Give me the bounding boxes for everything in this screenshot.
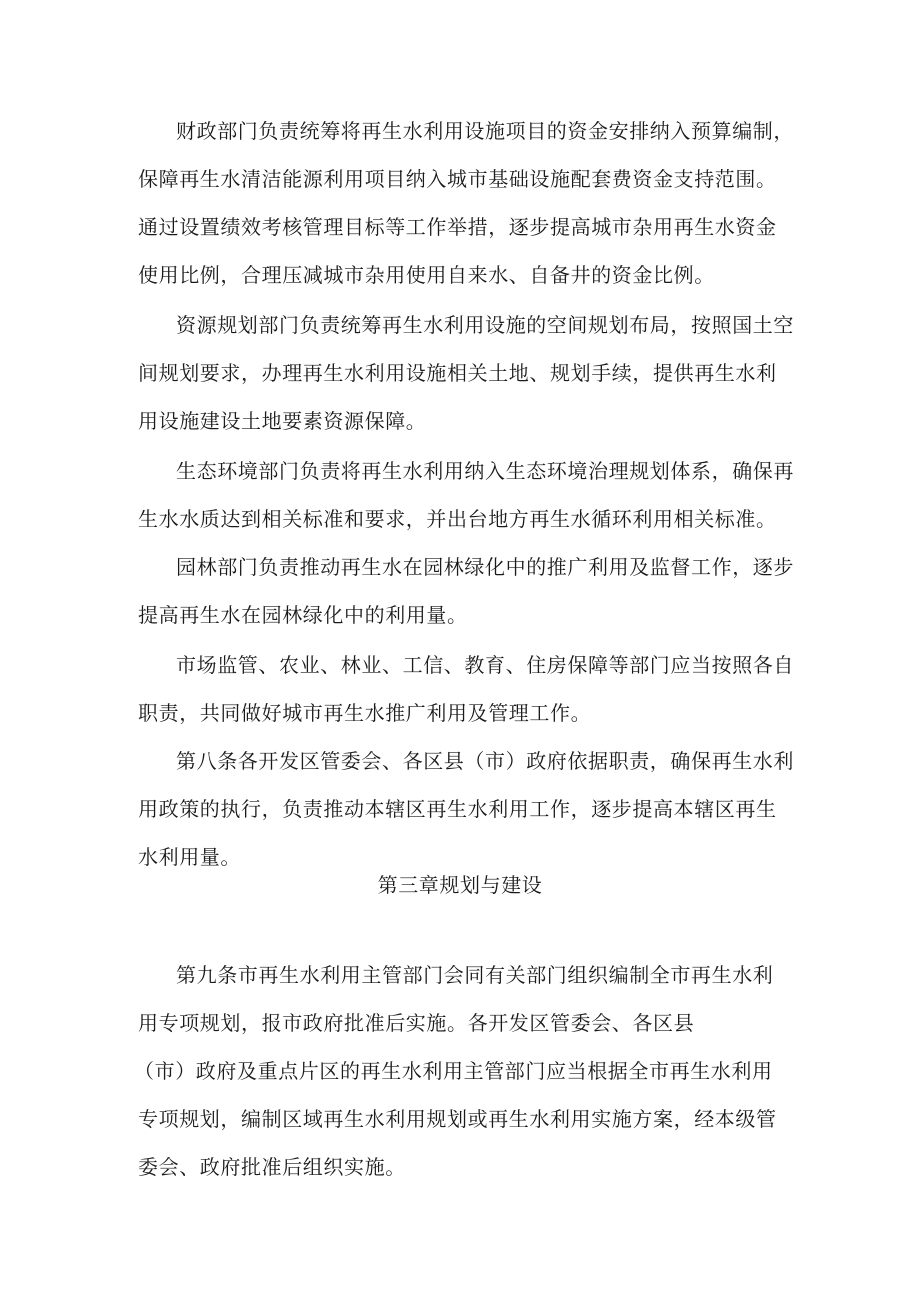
article-9-line-1: 第九条市再生水利用主管部门会同有关部门组织编制全市再生水利 [176,963,774,987]
paragraph-3-line-1: 生态环境部门负责将再生水利用纳入生态环境治理规划体系，确保再 [176,459,794,483]
paragraph-4-line-1: 园林部门负责推动再生水在园林绿化中的推广利用及监督工作，逐步 [176,555,794,579]
article-9-line-3: （市）政府及重点片区的再生水利用主管部门应当根据全市再生水利用 [134,1059,773,1083]
paragraph-2-line-1: 资源规划部门负责统筹再生水利用设施的空间规划布局，按照国土空 [176,313,794,337]
paragraph-4-line-2: 提高再生水在园林绿化中的利用量。 [138,603,468,627]
paragraph-1-line-4: 使用比例，合理压减城市杂用使用自来水、自备井的资金比例。 [138,263,715,287]
paragraph-1-line-2: 保障再生水清洁能源利用项目纳入城市基础设施配套费资金支持范围。 [138,167,777,191]
chapter-heading: 第三章规划与建设 [377,873,543,897]
article-8-line-1: 第八条各开发区管委会、各区县（市）政府依据职责，确保再生水利 [176,749,794,773]
paragraph-1-line-1: 财政部门负责统筹将再生水利用设施项目的资金安排纳入预算编制， [176,119,794,143]
article-9-line-4: 专项规划，编制区域再生水利用规划或再生水利用实施方案，经本级管 [138,1107,777,1131]
paragraph-5-line-2: 职责，共同做好城市再生水推广利用及管理工作。 [138,701,592,725]
article-8-line-3: 水利用量。 [138,845,241,869]
paragraph-5-line-1: 市场监管、农业、林业、工信、教育、住房保障等部门应当按照各自 [176,653,794,677]
article-9-line-2: 用专项规划，报市政府批准后实施。各开发区管委会、各区县 [138,1011,695,1035]
paragraph-1-line-3: 通过设置绩效考核管理目标等工作举措，逐步提高城市杂用再生水资金 [138,215,777,239]
paragraph-3-line-2: 生水水质达到相关标准和要求，并出台地方再生水循环利用相关标准。 [138,507,777,531]
article-8-line-2: 用政策的执行，负责推动本辖区再生水利用工作，逐步提高本辖区再生 [138,797,777,821]
article-9-line-5: 委会、政府批准后组织实施。 [138,1155,406,1179]
paragraph-2-line-3: 用设施建设土地要素资源保障。 [138,409,427,433]
paragraph-2-line-2: 间规划要求，办理再生水利用设施相关土地、规划手续，提供再生水利 [138,361,777,385]
